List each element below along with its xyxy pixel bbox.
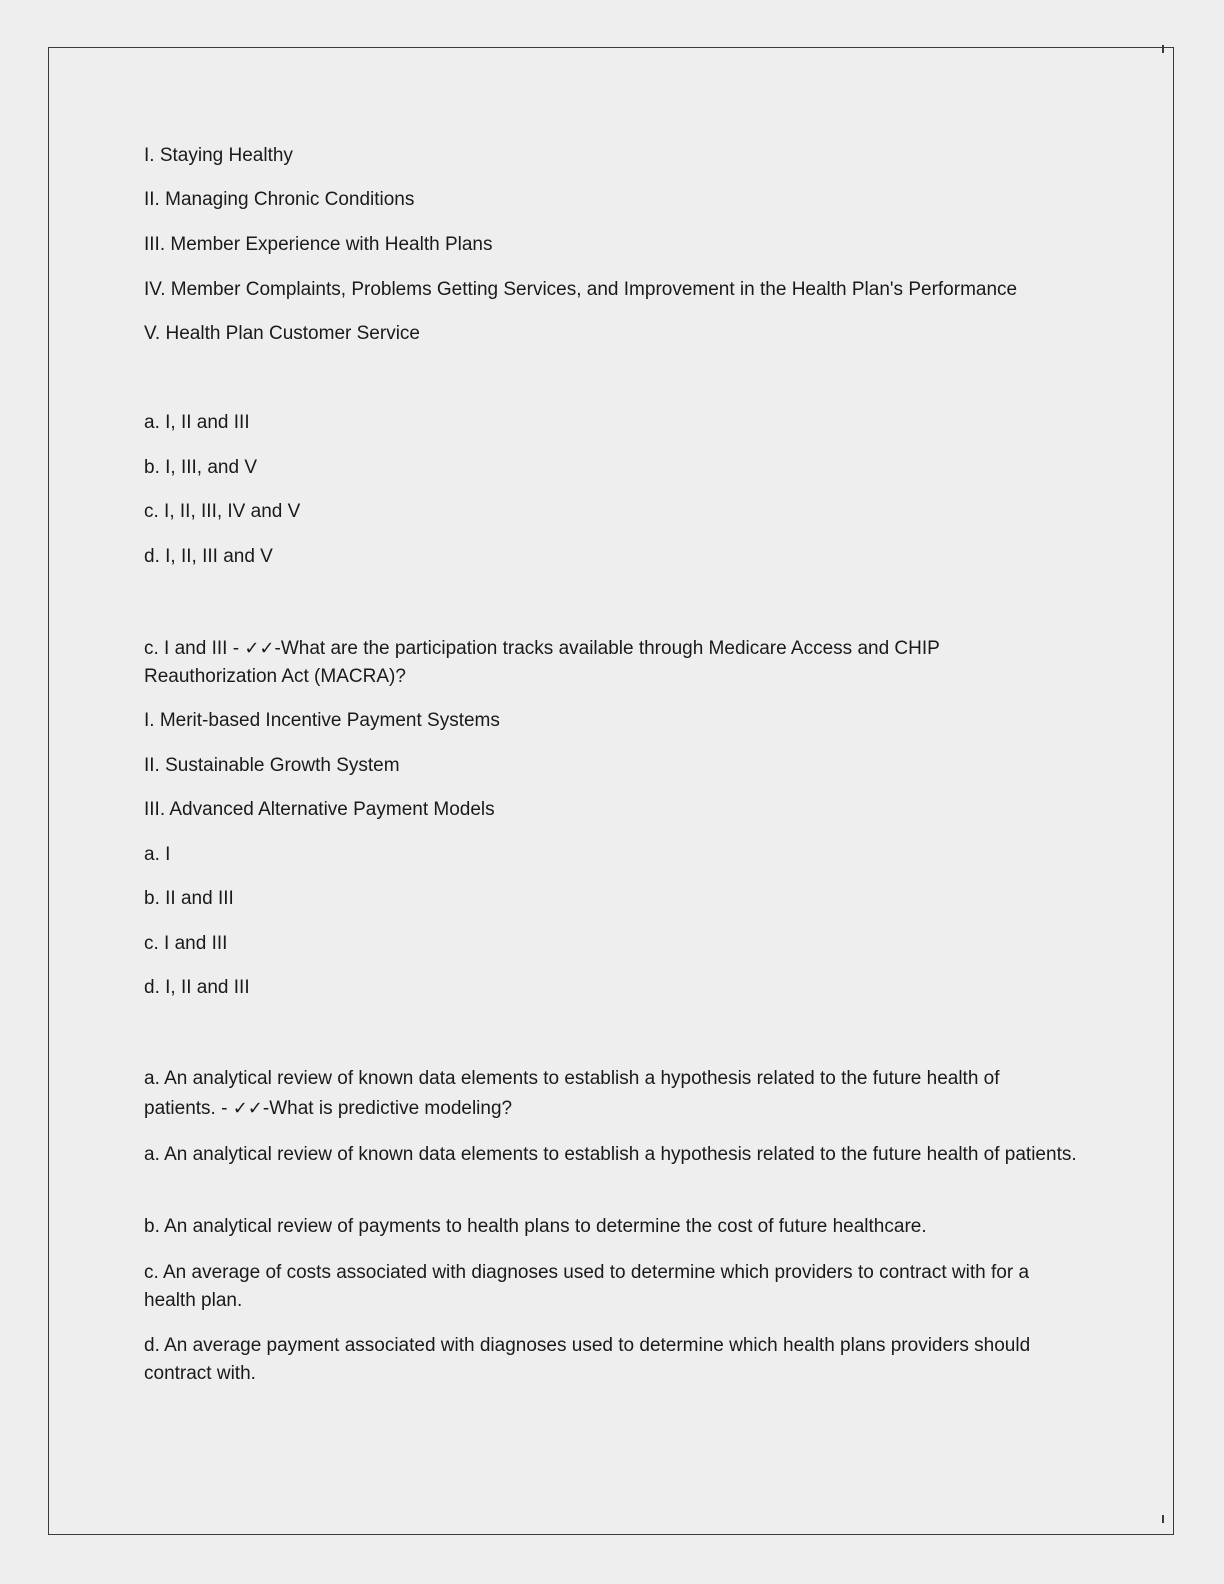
answer-option: a. I, II and III	[144, 412, 250, 433]
question-line	[144, 635, 1084, 663]
list-item: I. Staying Healthy	[144, 145, 293, 166]
list-item: II. Sustainable Growth System	[144, 755, 400, 776]
list-item: II. Managing Chronic Conditions	[144, 189, 415, 210]
page-border-tick-bottom	[1162, 1515, 1164, 1523]
answer-option: c. I and III	[144, 933, 228, 954]
answer-option: d. I, II, III and V	[144, 546, 273, 567]
answer-option: b. An analytical review of payments to health plans to determine the cost of future healthcare.	[144, 1216, 927, 1237]
answer-option: c. An average of costs associated with diagnoses used to determine which providers to contract with for a health plan.	[144, 1262, 1030, 1311]
list-item: III. Member Experience with Health Plans	[144, 234, 493, 255]
answer-option: d. I, II and III	[144, 977, 250, 998]
list-item: III. Advanced Alternative Payment Models	[144, 799, 495, 820]
question-line	[144, 1095, 1084, 1123]
answer-option: a. I	[144, 844, 171, 865]
answer-text: c. I and III -	[144, 638, 245, 659]
answer-text: patients. -	[144, 1098, 233, 1119]
question-line: Reauthorization Act (MACRA)?	[144, 666, 406, 687]
answer-option: c. I, II, III, IV and V	[144, 501, 301, 522]
question-text: -What are the participation tracks available through Medicare Access and CHIP	[274, 638, 940, 659]
answer-option: d. An average payment associated with diagnoses used to determine which health plans providers should contract with.	[144, 1335, 1031, 1384]
checkmark-icon: ✓✓	[232, 1098, 263, 1119]
answer-option: b. I, III, and V	[144, 457, 258, 478]
answer-option: b. II and III	[144, 888, 234, 909]
question-text: -What is predictive modeling?	[262, 1098, 513, 1119]
list-item: IV. Member Complaints, Problems Getting Services, and Improvement in the Health Plan's Performance	[144, 279, 1018, 300]
list-item: I. Merit-based Incentive Payment Systems	[144, 710, 500, 731]
checkmark-icon: ✓✓	[244, 638, 275, 659]
list-item: V. Health Plan Customer Service	[144, 323, 420, 344]
page-border-tick-top	[1162, 45, 1164, 53]
question-line: a. An analytical review of known data elements to establish a hypothesis related to the future health of	[144, 1068, 1000, 1089]
answer-option: a. An analytical review of known data elements to establish a hypothesis related to the future health of patients.	[144, 1144, 1077, 1165]
